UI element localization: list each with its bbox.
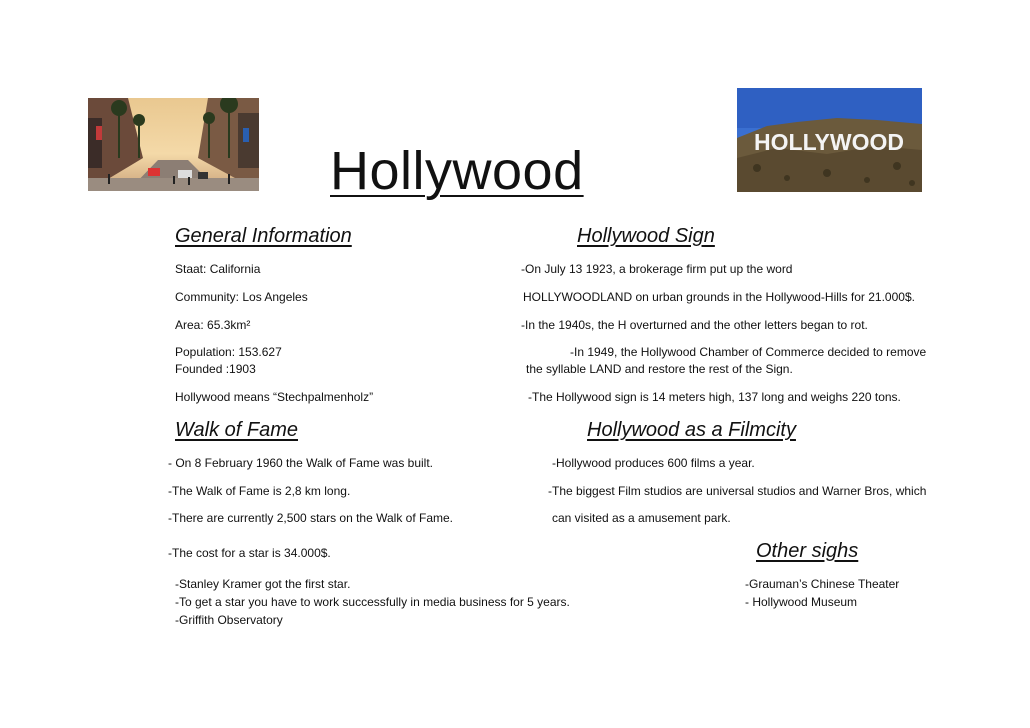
general-line-state: Staat: California [175, 262, 261, 276]
hollywood-street-photo [88, 98, 259, 191]
general-line-meaning: Hollywood means “Stechpalmenholz” [175, 390, 374, 404]
walk-line-3: -There are currently 2,500 stars on the Walk of Fame. [168, 511, 454, 525]
other-line-2: - Hollywood Museum [745, 595, 858, 609]
hollywood-sign-heading: Hollywood Sign [577, 225, 715, 247]
general-line-area: Area: 65.3km² [175, 318, 251, 332]
sign-line-3: -In the 1940s, the H overturned and the other letters began to rot. [521, 318, 868, 332]
general-information-heading: General Information [175, 225, 352, 247]
filmcity-line-3: can visited as a amusement park. [552, 511, 731, 525]
sign-letters: HOLLYWOOD [754, 129, 904, 155]
walk-line-4: -The cost for a star is 34.000$. [168, 546, 331, 560]
general-line-population: Population: 153.627 [175, 345, 282, 359]
sign-line-1: -On July 13 1923, a brokerage firm put up the word [521, 262, 793, 276]
general-line-community: Community: Los Angeles [175, 290, 308, 304]
walk-line-6: -To get a star you have to work successfully in media business for 5 years. [175, 595, 570, 609]
walk-of-fame-heading: Walk of Fame [175, 419, 298, 441]
walk-line-5: -Stanley Kramer got the first star. [175, 577, 351, 591]
sign-line-4: -In 1949, the Hollywood Chamber of Commerce decided to remove [570, 345, 927, 359]
sign-line-5: the syllable LAND and restore the rest of the Sign. [526, 362, 793, 376]
walk-line-2: -The Walk of Fame is 2,8 km long. [168, 484, 351, 498]
page-title: Hollywood [330, 141, 584, 201]
walk-line-7: -Griffith Observatory [175, 613, 283, 627]
filmcity-line-2: -The biggest Film studios are universal studios and Warner Bros, which [548, 484, 927, 498]
filmcity-heading: Hollywood as a Filmcity [587, 419, 796, 441]
hollywood-sign-photo [737, 88, 922, 192]
sign-line-2: HOLLYWOODLAND on urban grounds in the Hollywood-Hills for 21.000$. [523, 290, 915, 304]
other-line-1: -Grauman’s Chinese Theater [745, 577, 900, 591]
other-sights-heading: Other sighs [756, 540, 859, 562]
general-line-founded: Founded :1903 [175, 362, 256, 376]
walk-line-1: - On 8 February 1960 the Walk of Fame was built. [168, 456, 434, 470]
sign-line-6: -The Hollywood sign is 14 meters high, 137 long and weighs 220 tons. [528, 390, 901, 404]
filmcity-line-1: -Hollywood produces 600 films a year. [552, 456, 755, 470]
